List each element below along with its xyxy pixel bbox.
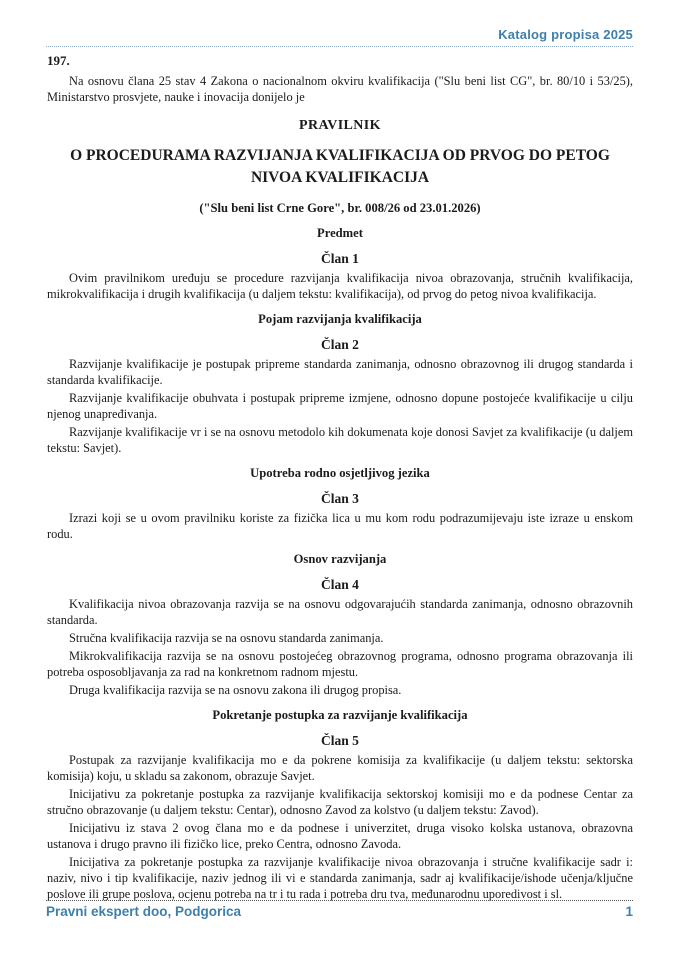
body-paragraph: Druga kvalifikacija razvija se na osnovu zakona ili drugog propisa. [69, 683, 402, 697]
body-paragraph: Razvijanje kvalifikacije je postupak pripreme standarda zanimanja, odnosno obrazovnog ili drugog standarda i standarda kvalifikacije. [47, 357, 633, 387]
body-paragraph: Mikrokvalifikacija razvija se na osnovu postojećeg obrazovnog programa, odnosno programa obrazovanja ili potreba osposobljavanja za rad na konkretnom radnom mjestu. [47, 649, 633, 679]
section-heading: Pojam razvijanja kvalifikacija [258, 312, 422, 326]
body-paragraph: Postupak za razvijanje kvalifikacija mo e da pokrene komisija za kvalifikacije (u daljem tekstu: sektorska komisija) koju, u skladu sa zakonom, obrazuje Savjet. [47, 753, 633, 783]
gazette-reference: ("Slu beni list Crne Gore", br. 008/26 od 23.01.2026) [199, 201, 481, 215]
doc-title-line: O PROCEDURAMA RAZVIJANJA KVALIFIKACIJA OD PRVOG DO PETOG [70, 147, 610, 164]
section-heading: Pokretanje postupka za razvijanje kvalifikacija [212, 708, 468, 722]
item-number: 197. [47, 53, 70, 68]
publisher-label: Pravni ekspert doo, Podgorica [46, 904, 242, 919]
body-paragraph: Inicijativu iz stava 2 ovog člana mo e da podnese i univerzitet, druga visoko kolska ustanova, obrazovna ustanova i drugo pravno ili fizičko lice, preko Centra, odnosno Zavoda. [47, 821, 633, 851]
article-heading: Član 1 [321, 251, 359, 266]
article-heading: Član 4 [321, 577, 359, 592]
page-header [46, 0, 633, 47]
doc-type-heading: PRAVILNIK [299, 118, 381, 133]
body-paragraph: Razvijanje kvalifikacije vr i se na osnovu metodolo kih dokumenata koje donosi Savjet za kvalifikacije (u daljem tekstu: Savjet). [47, 425, 633, 455]
article-heading: Član 3 [321, 491, 359, 506]
body-paragraph: Izrazi koji se u ovom pravilniku koriste za fizička lica u mu kom rodu podrazumijevaju iste izraze u enskom rodu. [47, 511, 633, 541]
page-number: 1 [625, 904, 633, 919]
body-paragraph: Kvalifikacija nivoa obrazovanja razvija se na osnovu odgovarajućih standarda zanimanja, odnosno obrazovnih standarda. [47, 597, 633, 627]
section-heading: Upotreba rodno osjetljivog jezika [250, 466, 430, 480]
body-paragraph: Inicijativu za pokretanje postupka za razvijanje kvalifikacija sektorskoj komisiji mo e da podnese Centar za stručno obrazovanje (u daljem tekstu: Centar), odnosno Zavod za kolstvo (u daljem tekstu: Zavod). [47, 787, 633, 817]
article-heading: Član 5 [321, 733, 359, 748]
intro-paragraph: Na osnovu člana 25 stav 4 Zakona o nacionalnom okviru kvalifikacija ("Slu beni list CG", br. 80/10 i 53/25), Ministarstvo prosvjete, nauke i inovacija donijelo je [47, 74, 633, 104]
page-footer [46, 900, 633, 919]
body-paragraph: Ovim pravilnikom uređuju se procedure razvijanja kvalifikacija nivoa obrazovanja, stručnih kvalifikacija, mikrokvalifikacija i drugih kvalifikacija (u daljem tekstu: kvalifikacija), od prvog do petog nivoa kvalifikacija. [47, 271, 633, 301]
document-content [47, 44, 633, 902]
section-heading: Osnov razvijanja [293, 552, 387, 566]
section-heading: Predmet [317, 226, 363, 240]
body-paragraph: Razvijanje kvalifikacije obuhvata i postupak pripreme izmjene, odnosno dopune postojeće kvalifikacije u cilju njenog unapređivanja. [47, 391, 633, 421]
body-paragraph: Stručna kvalifikacija razvija se na osnovu standarda zanimanja. [69, 631, 384, 645]
article-heading: Član 2 [321, 337, 359, 352]
catalog-title: Katalog propisa 2025 [498, 27, 633, 42]
body-paragraph: Inicijativa za pokretanje postupka za razvijanje kvalifikacije nivoa obrazovanja i stručne kvalifikacije sadr i: naziv, nivo i tip kvalifikacije, naziv jednog ili vi e standarda zanimanja, sadr aj kvalifikacije/ishode učenja/ključne poslove ili grupe poslova, ocjenu potreba na tr i tu rada i potreba dru tva, međunarodnu uporedivost i sl. [47, 855, 633, 901]
doc-title [47, 145, 633, 189]
doc-title-line: NIVOA KVALIFIKACIJA [250, 169, 430, 186]
